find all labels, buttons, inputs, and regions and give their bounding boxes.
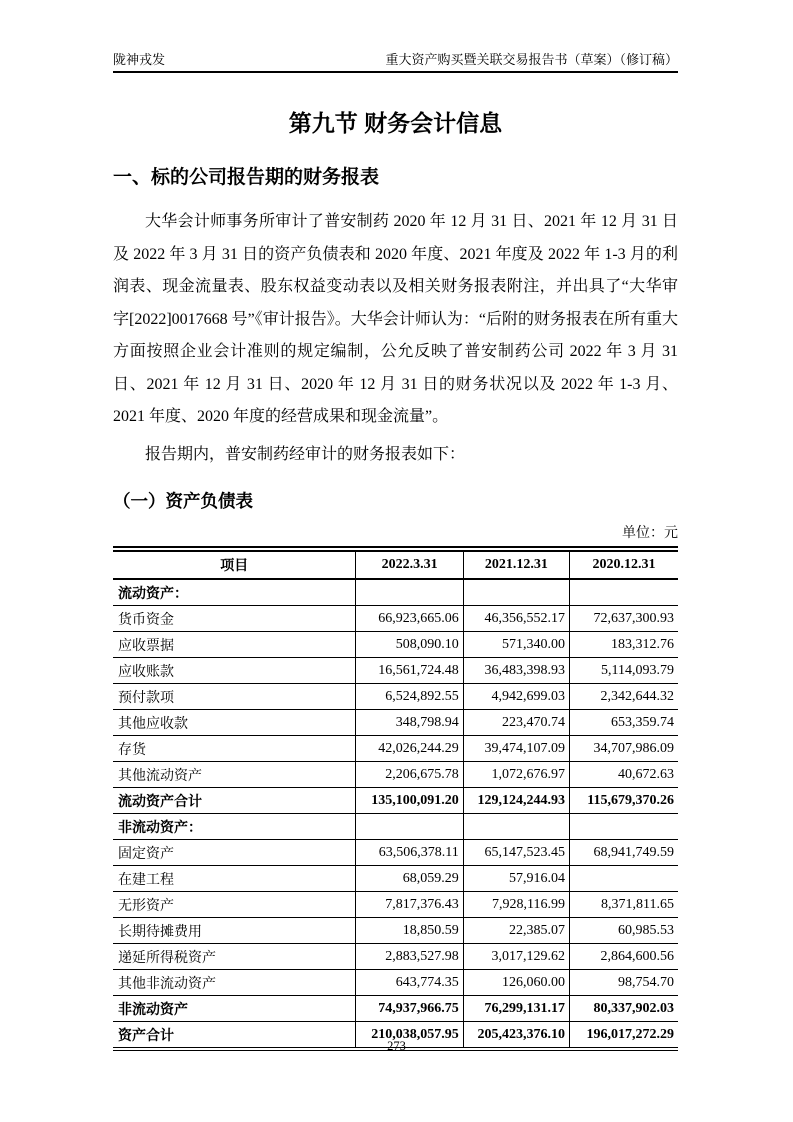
table-row: [113, 684, 678, 710]
column-header-date: 2022.3.31: [356, 549, 463, 579]
table-row: [113, 632, 678, 658]
table-row: [113, 970, 678, 996]
cell-value: 80,337,902.03: [570, 996, 679, 1022]
page-content: [113, 0, 678, 1051]
unit-label: 单位：元: [622, 526, 678, 541]
cell-value: 7,817,376.43: [356, 892, 463, 918]
table-row: [113, 710, 678, 736]
row-label: 其他流动资产: [113, 762, 356, 788]
header-document-title: 重大资产购买暨关联交易报告书（草案）（修订稿）: [385, 52, 678, 67]
cell-value: [356, 814, 463, 840]
cell-value: 643,774.35: [356, 970, 463, 996]
table-row: [113, 996, 678, 1022]
cell-value: 68,059.29: [356, 866, 463, 892]
table-header-row: [113, 549, 678, 579]
subsection-heading: （一）资产负债表: [113, 491, 253, 511]
cell-value: 5,114,093.79: [570, 658, 679, 684]
cell-value: [570, 579, 679, 606]
column-header-date: 2021.12.31: [463, 549, 569, 579]
table-row: [113, 944, 678, 970]
cell-value: 18,850.59: [356, 918, 463, 944]
table-row: [113, 840, 678, 866]
cell-value: 65,147,523.45: [463, 840, 569, 866]
header-company-name: 陇神戎发: [113, 52, 166, 67]
table-row: [113, 579, 678, 606]
column-header-date: 2020.12.31: [570, 549, 679, 579]
row-label: 长期待摊费用: [113, 918, 356, 944]
row-label: 非流动资产: [113, 996, 356, 1022]
cell-value: 205,423,376.10: [463, 1022, 569, 1050]
cell-value: 63,506,378.11: [356, 840, 463, 866]
row-label: 流动资产：: [113, 579, 356, 606]
cell-value: [356, 579, 463, 606]
cell-value: 2,883,527.98: [356, 944, 463, 970]
cell-value: 7,928,116.99: [463, 892, 569, 918]
cell-value: 34,707,986.09: [570, 736, 679, 762]
row-label: 其他应收款: [113, 710, 356, 736]
cell-value: 8,371,811.65: [570, 892, 679, 918]
cell-value: 223,470.74: [463, 710, 569, 736]
cell-value: 2,342,644.32: [570, 684, 679, 710]
cell-value: 72,637,300.93: [570, 606, 679, 632]
column-header-item: 项目: [113, 549, 356, 579]
row-label: 无形资产: [113, 892, 356, 918]
cell-value: 42,026,244.29: [356, 736, 463, 762]
cell-value: 196,017,272.29: [570, 1022, 679, 1050]
cell-value: 129,124,244.93: [463, 788, 569, 814]
cell-value: [570, 814, 679, 840]
cell-value: 74,937,966.75: [356, 996, 463, 1022]
table-row: [113, 918, 678, 944]
row-label: 非流动资产：: [113, 814, 356, 840]
cell-value: 36,483,398.93: [463, 658, 569, 684]
row-label: 预付款项: [113, 684, 356, 710]
row-label: 资产合计: [113, 1022, 356, 1050]
table-row: [113, 658, 678, 684]
row-label: 在建工程: [113, 866, 356, 892]
cell-value: 46,356,552.17: [463, 606, 569, 632]
cell-value: 98,754.70: [570, 970, 679, 996]
running-header: [113, 0, 678, 73]
cell-value: 57,916.04: [463, 866, 569, 892]
cell-value: 2,864,600.56: [570, 944, 679, 970]
cell-value: 22,385.07: [463, 918, 569, 944]
row-label: 流动资产合计: [113, 788, 356, 814]
cell-value: 4,942,699.03: [463, 684, 569, 710]
page-title: 第九节 财务会计信息: [288, 110, 503, 136]
row-label: 其他非流动资产: [113, 970, 356, 996]
intro-paragraph: 报告期内，普安制药经审计的财务报表如下：: [145, 445, 466, 463]
cell-value: [570, 866, 679, 892]
cell-value: 60,985.53: [570, 918, 679, 944]
cell-value: 115,679,370.26: [570, 788, 679, 814]
cell-value: [463, 579, 569, 606]
table-row: [113, 866, 678, 892]
table-row: [113, 762, 678, 788]
balance-sheet-body: [113, 579, 678, 1049]
row-label: 递延所得税资产: [113, 944, 356, 970]
cell-value: 2,206,675.78: [356, 762, 463, 788]
cell-value: 135,100,091.20: [356, 788, 463, 814]
row-label: 应收票据: [113, 632, 356, 658]
table-row: [113, 814, 678, 840]
row-label: 应收账款: [113, 658, 356, 684]
cell-value: 653,359.74: [570, 710, 679, 736]
cell-value: [463, 814, 569, 840]
cell-value: 348,798.94: [356, 710, 463, 736]
cell-value: 16,561,724.48: [356, 658, 463, 684]
row-label: 存货: [113, 736, 356, 762]
section-heading: 一、标的公司报告期的财务报表: [113, 167, 380, 188]
audit-paragraph: 大华会计师事务所审计了普安制药 2020 年 12 月 31 日、2021 年 12 月 31 日及 2022 年 3 月 31 日的资产负债表和 2020 年度、2021 年度及 2022 年 1-3 月的利润表、现金流量表、股东权益变动表以及相关财务报表附注，并出具了“大华审字[2022]0017668 号”《审计报告》。大华会计师认为：“后附的财务报表在所有重大方面按照企业会计准则的规定编制，公允反映了普安制药公司 2022 年 3 月 31 日、2021 年 12 月 31 日、2020 年 12 月 31 日的财务状况以及 2022 年 1-3 月、2021 年度、2020 年度的经营成果和现金流量”。: [113, 213, 678, 425]
cell-value: 76,299,131.17: [463, 996, 569, 1022]
cell-value: 126,060.00: [463, 970, 569, 996]
cell-value: 183,312.76: [570, 632, 679, 658]
cell-value: 39,474,107.09: [463, 736, 569, 762]
page-number: 273: [387, 1039, 406, 1053]
cell-value: 3,017,129.62: [463, 944, 569, 970]
table-row: [113, 788, 678, 814]
table-row: [113, 606, 678, 632]
table-row: [113, 736, 678, 762]
cell-value: 66,923,665.06: [356, 606, 463, 632]
row-label: 固定资产: [113, 840, 356, 866]
cell-value: 1,072,676.97: [463, 762, 569, 788]
cell-value: 210,038,057.95: [356, 1022, 463, 1050]
cell-value: 6,524,892.55: [356, 684, 463, 710]
balance-sheet-table: [113, 546, 678, 1051]
cell-value: 40,672.63: [570, 762, 679, 788]
cell-value: 508,090.10: [356, 632, 463, 658]
table-row: [113, 892, 678, 918]
row-label: 货币资金: [113, 606, 356, 632]
cell-value: 68,941,749.59: [570, 840, 679, 866]
cell-value: 571,340.00: [463, 632, 569, 658]
